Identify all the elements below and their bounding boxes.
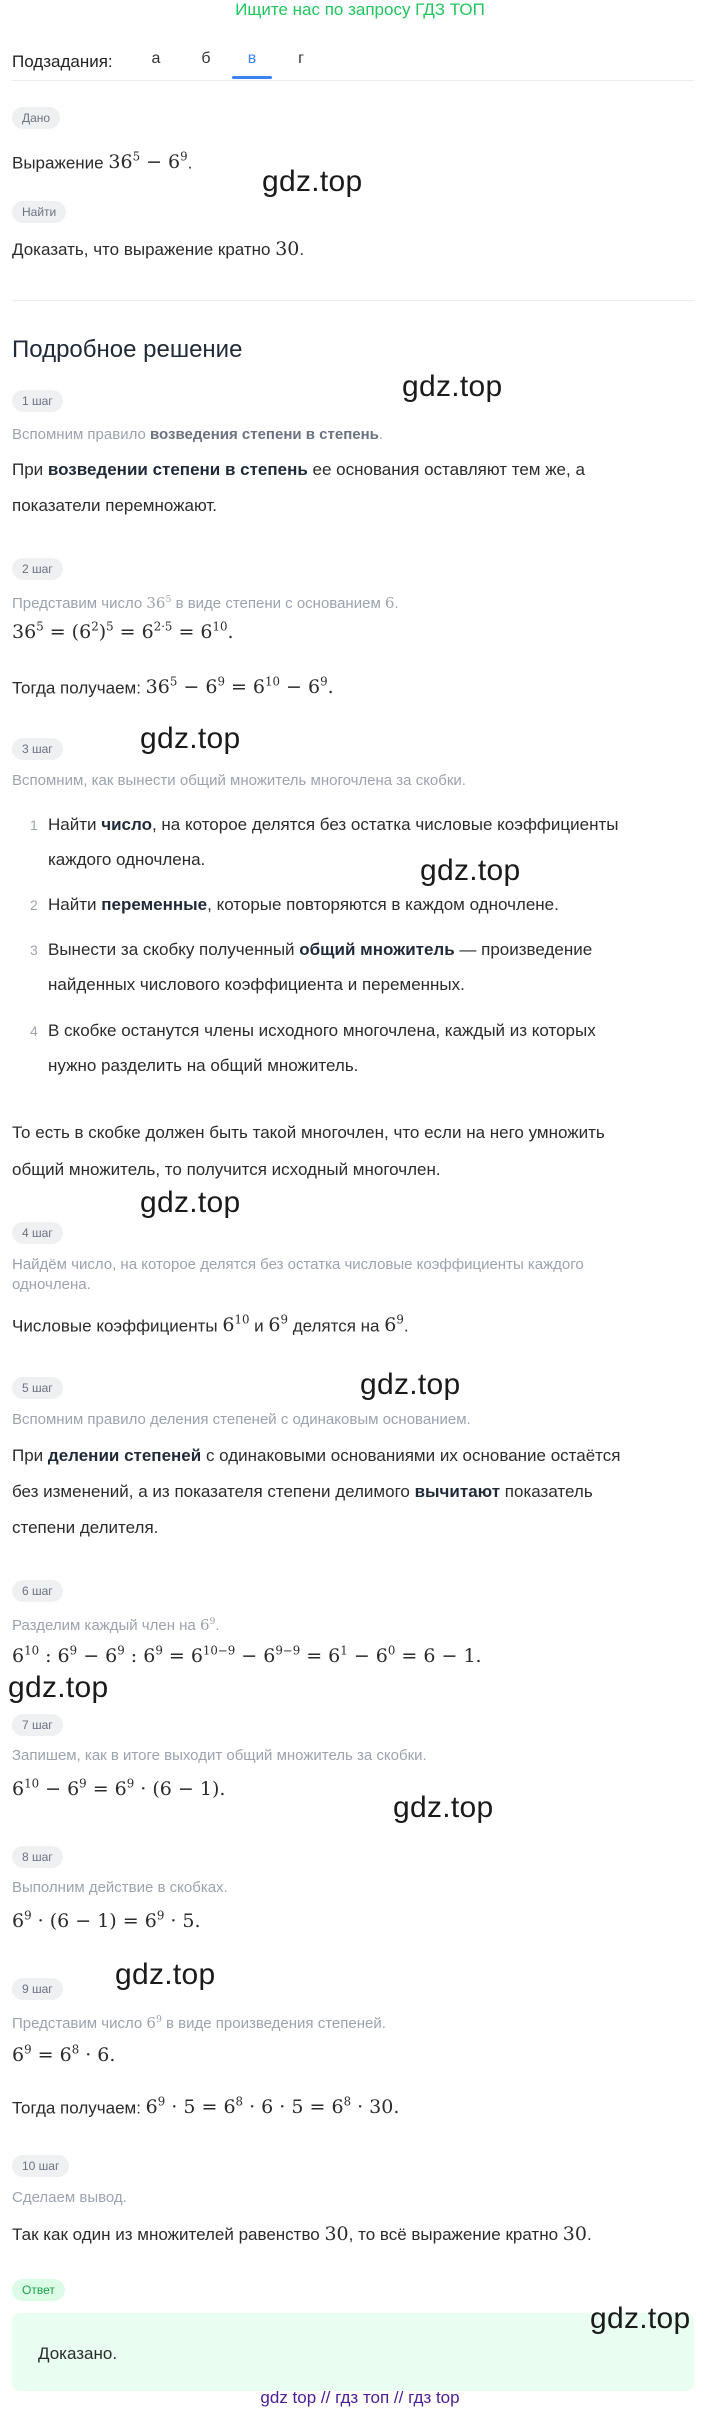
solution-title: Подробное решение bbox=[12, 336, 243, 363]
step-10-pill: 10 шаг bbox=[12, 2155, 69, 2177]
step-3-list: 1 Найти число, на которое делятся без остатка числовые коэффициенты каждого одночлена. 2 Найти переменные, которые повторяются в каждом одночлене. 3 Вынести за скобку полученный общий множитель — произведение найденных числового коэффициента и переменных. 4 В скобке останутся члены исходного многочлена, каждый из которых нужно разделить на общий множитель. bbox=[0, 807, 720, 1087]
watermark: gdz.top bbox=[140, 1186, 241, 1219]
tab-b[interactable]: б bbox=[201, 50, 211, 67]
divider bbox=[12, 80, 694, 81]
step-9-formula: $6^9 = 6^8 \cdot 6$. bbox=[12, 2043, 116, 2067]
step-8-formula: $6^9 \cdot (6 - 1) = 6^9 \cdot 5$. bbox=[12, 1909, 201, 1933]
watermark: gdz.top bbox=[420, 854, 521, 887]
step-5-hint: Вспомним правило деления степеней с одинаковым основанием. bbox=[12, 1411, 471, 1428]
step-4-hint: Найдём число, на которое делятся без остатка числовые коэффициенты каждого одночлена. bbox=[12, 1256, 584, 1293]
step-3-pill: 3 шаг bbox=[12, 738, 63, 760]
step-3-hint: Вспомним, как вынести общий множитель многочлена за скобки. bbox=[12, 772, 466, 789]
footer-links[interactable]: gdz top // гдз топ // гдз top bbox=[260, 2388, 460, 2407]
given-text: Выражение $36^5 - 6^9$. bbox=[12, 150, 193, 174]
subtasks-label: Подзадания: bbox=[12, 52, 113, 71]
watermark: gdz.top bbox=[115, 1958, 216, 1991]
step-10-text: Так как один из множителей равенство 30, то всё выражение кратно 30. bbox=[12, 2223, 592, 2245]
step-8-hint: Выполним действие в скобках. bbox=[12, 1879, 228, 1896]
watermark: gdz.top bbox=[8, 1671, 109, 1704]
step-6-formula: $6^{10}$ : $6^9 - 6^9$ : $6^9 = 6^{10-9} - 6^{9-9} = 6^1 - 6^0 = 6 - 1$. bbox=[12, 1644, 482, 1668]
step-3-after-2: общий множитель, то получится исходный многочлен. bbox=[12, 1160, 441, 1179]
step-5-pill: 5 шаг bbox=[12, 1377, 63, 1399]
answer-pill: Ответ bbox=[12, 2279, 65, 2301]
divider bbox=[12, 300, 694, 301]
watermark: gdz.top bbox=[360, 1368, 461, 1401]
tab-g[interactable]: г bbox=[298, 50, 304, 67]
watermark: gdz.top bbox=[393, 1791, 494, 1824]
list-item: В скобке останутся члены исходного многочлена, каждый из которых нужно разделить на общий множитель. bbox=[48, 1021, 596, 1075]
step-10-hint: Сделаем вывод. bbox=[12, 2189, 127, 2206]
given-pill: Дано bbox=[12, 107, 60, 129]
list-item: Найти число, на которое делятся без остатка числовые коэффициенты каждого одночлена. bbox=[48, 815, 619, 869]
step-6-pill: 6 шаг bbox=[12, 1580, 63, 1602]
tab-a[interactable]: а bbox=[151, 50, 161, 67]
step-1-text-2: показатели перемножают. bbox=[12, 496, 217, 515]
list-item: Вынести за скобку полученный общий множитель — произведение найденных числового коэффициента и переменных. bbox=[48, 940, 593, 994]
watermark: gdz.top bbox=[402, 370, 503, 403]
active-tab-indicator bbox=[232, 76, 272, 79]
step-7-pill: 7 шаг bbox=[12, 1714, 63, 1736]
step-8-pill: 8 шаг bbox=[12, 1846, 63, 1868]
step-9-hint: Представим число $6^9$ в виде произведения степеней. bbox=[12, 2014, 386, 2032]
step-2-text: Тогда получаем: $36^5 - 6^9 = 6^{10} - 6^9$. bbox=[12, 675, 334, 699]
step-6-hint: Разделим каждый член на $6^9$. bbox=[12, 1616, 220, 1634]
step-1-pill: 1 шаг bbox=[12, 390, 63, 412]
watermark: gdz.top bbox=[262, 165, 363, 198]
tab-v[interactable]: в bbox=[247, 50, 257, 67]
watermark: gdz.top bbox=[140, 722, 241, 755]
step-1-hint: Вспомним правило возведения степени в степень. bbox=[12, 426, 384, 443]
step-5-text-2: без изменений, а из показателя степени делимого вычитают показатель bbox=[12, 1482, 593, 1501]
step-9-text: Тогда получаем: $6^9 \cdot 5 = 6^8 \cdot 6 \cdot 5 = 6^8 \cdot 30$. bbox=[12, 2095, 400, 2119]
step-2-pill: 2 шаг bbox=[12, 558, 63, 580]
step-4-text: Числовые коэффициенты $6^{10}$ и $6^9$ делятся на $6^9$. bbox=[12, 1313, 409, 1337]
watermark: gdz.top bbox=[590, 2302, 691, 2335]
step-4-pill: 4 шаг bbox=[12, 1222, 63, 1244]
step-2-hint: Представим число $36^5$ в виде степени с основанием 6. bbox=[12, 594, 399, 612]
find-text: Доказать, что выражение кратно 30. bbox=[12, 238, 305, 260]
step-5-text-1: При делении степеней с одинаковыми основаниями их основание остаётся bbox=[12, 1446, 621, 1465]
step-7-formula: $6^{10} - 6^9 = 6^9 \cdot (6 - 1)$. bbox=[12, 1777, 226, 1801]
step-1-text: При возведении степени в степень ее основания оставляют тем же, а bbox=[12, 460, 585, 479]
find-pill: Найти bbox=[12, 201, 66, 223]
step-7-hint: Запишем, как в итоге выходит общий множитель за скобки. bbox=[12, 1747, 427, 1764]
promo-banner: Ищите нас по запросу ГДЗ ТОП bbox=[235, 0, 485, 19]
step-2-formula: $36^5 = (6^2)^5 = 6^{2\cdot 5} = 6^{10}$. bbox=[12, 620, 234, 644]
step-9-pill: 9 шаг bbox=[12, 1978, 63, 2000]
list-item: Найти переменные, которые повторяются в каждом одночлене. bbox=[48, 895, 559, 914]
answer-text: Доказано. bbox=[38, 2344, 118, 2363]
step-5-text-3: степени делителя. bbox=[12, 1518, 159, 1537]
step-3-after-1: То есть в скобке должен быть такой многочлен, что если на него умножить bbox=[12, 1123, 605, 1142]
